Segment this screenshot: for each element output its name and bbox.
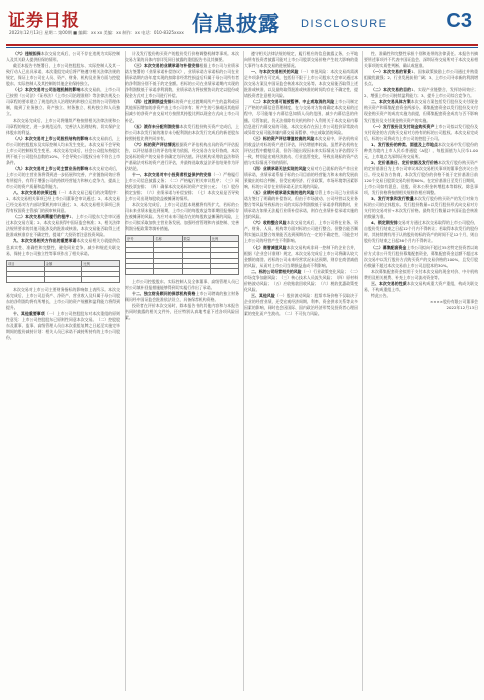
table-cell: 金额: [44, 260, 82, 266]
section-heading: （二）本次交易可能被暂停、中止或取消的风险: [251, 99, 335, 105]
section-heading: （七）商誉减值风险: [251, 244, 287, 250]
article-paragraph: [6, 311, 120, 341]
article-paragraph: [6, 190, 120, 214]
paragraph-text: 本次交易对上市公司主要财务指标的影响如上表所示。本次交易完成后，上市公司总资产、净资产、营业收入及归属于母公司股东的净利润均将有所增长，上市公司的资产规模和盈利能力将得到提升。: [6, 286, 120, 310]
table-cell: [182, 269, 210, 274]
table-cell: 项目: [7, 260, 45, 266]
table-cell: [7, 277, 45, 282]
table-cell: 比例: [82, 260, 120, 266]
paragraph-text: （一）股价波动风险：股票市场价格不仅取决于企业的经营业绩，还受宏观经济周期、利率、资金供求关系等众多因素的影响，同时也会因国际、国内政治经济形势及投资者心理因素的变化而产生波动。（二）不可抗力风险。: [244, 292, 358, 317]
section-heading: 4、锁定期安排: [371, 220, 398, 226]
section-heading: 十一、本次交易对中小投资者权益保护的安排: [132, 171, 212, 177]
article-paragraph: [364, 51, 478, 69]
table-cell: 比例: [210, 236, 238, 242]
article-paragraph: [125, 142, 239, 172]
article-paragraph: [125, 124, 239, 142]
paragraph-text: 本次交易完成后，上市公司总股本规模将有所扩大，若标的公司未来业绩未能达到预期，上市公司的每股收益等即期回报指标存在被摊薄的风险。为应对未来可能存在的每股收益摊薄的风险，上市公司拟采取加快主营业务发展、加强经营管理和内部控制、完善利润分配政策等填补措施。: [125, 202, 239, 232]
section-heading: （五）业绩补偿承诺实施的违约风险: [251, 190, 315, 196]
paragraph-text: 本次发行股份购买资产的发行对象为标的公司的全体股东。发行股份数量=以发行股份形式向交易对方支付的交易对价÷本次发行价格。最终发行数量以中国证监会核准的数量为准。: [364, 196, 478, 220]
paragraph-text: 本次交易构成非同一控制下的企业合并，根据《企业会计准则》规定，本次交易完成后上市公司将确认较大金额的商誉。若标的公司未来经营状况未达预期，则存在商誉减值的风险，从而对上市公司当期损益造成不利影响。: [244, 244, 358, 268]
article-paragraph: [6, 51, 120, 63]
paragraph-text: 1、上市公司股东大会审议通过本次交易方案；2、本次交易获得中国证监会核准；3、相关法律法规所要求的其他可能涉及的批准或核准。本次交易能否取得上述批准或核准存在不确定性，提请广大投资者注意投资风险。: [6, 214, 120, 238]
masthead: [6, 4, 478, 44]
article-paragraph: [244, 269, 358, 293]
article-paragraph: [364, 245, 478, 269]
article-paragraph: [244, 166, 358, 190]
article-paragraph: [364, 69, 478, 87]
section-heading: 二、本次交易具体方案: [371, 99, 411, 105]
article-paragraph: [6, 166, 120, 190]
paragraph-text: 性、准确性和完整性承担个别和连带的法律责任。本报告书摘要所述事项并不代表中国证监会、深圳证券交易所对于本次交易相关事项的实质性判断、确认或批准。: [364, 51, 478, 69]
paragraph-text: 本次交易方案包括发行股份及支付现金购买资产和募集配套资金两部分。募集配套资金以发行股份及支付现金购买资产的成功实施为前提，但募集配套资金成功与否不影响发行股份及支付现金购买资产的实施。: [364, 99, 478, 123]
paragraph-text: 本次交易完成后，上市公司将在业务、资产、财务、人员、机构等方面对标的公司进行整合。但整合能否顺利实施以及整合效果能否达到预期存在一定的不确定性，可能会对上市公司的经营产生不利影响。: [244, 220, 358, 244]
column-3: [244, 51, 358, 691]
article-paragraph: [244, 190, 358, 220]
paragraph-text: 上市公司控股股东、实际控制人及全体董事、高级管理人员已对公司填补回报措施能够得到切实履行作出了承诺。: [125, 278, 239, 290]
section-heading: （三）本次交易的业绩承诺与补偿安排: [132, 63, 200, 69]
section-heading: 八、本次交易的决策过程: [13, 190, 57, 196]
paragraph-text: 上市公司聘请的独立财务顾问经中国证监会批准依法设立，具备保荐机构资格。: [125, 290, 239, 302]
table-cell: [210, 269, 238, 274]
paragraph-text: 本次交易相关方就提供信息真实性、准确性和完整性，避免同业竞争，减少和规范关联交易，保持上市公司独立性等事项作出了相关承诺。: [6, 238, 120, 256]
table-cell: [44, 277, 82, 282]
section-heading: 十、其他重要事项: [13, 310, 45, 316]
paragraph-text: 标的资产在过渡期间所产生的盈利或因其他原因增加的净资产由上市公司享有；所产生的亏损或因其他原因减少的净资产由交易对方按照其持股比例以现金方式向上市公司补足。: [125, 99, 239, 123]
paragraph-text: 本次交易中，评估机构采用收益法对标的资产进行评估，评估增值率较高。虽然评估机构在评估过程中勤勉尽责，但仍可能出现因未来实际情况与评估假设不一致，特别是宏观经济波动、行业监管变化，导致出现标的资产估值与实际情况不符的情形。: [244, 135, 358, 165]
article-paragraph: [244, 51, 358, 69]
paragraph-text: 交易对方通过本次交易取得的上市公司股份，自股份发行结束之日起12个月内不得转让；若取得本次发行的股份时，其持续拥有用于认购股份的标的资产的时间不足12个月，则自股份发行结束之日起36个月内不得转让。: [364, 220, 478, 244]
table-row: [126, 269, 239, 274]
masthead-thin-rule: [6, 47, 478, 48]
paragraph-text: （一）上市公司控股股东对本次重组的原则性意见：上市公司控股股东已原则性同意本次交易。（二）控股股东及董事、监事、高级管理人员自本次重组复牌之日起至实施完毕期间的股份减持计划：相关人员已承诺不减持所持有的上市公司股份。: [6, 310, 120, 341]
article-paragraph: [125, 172, 239, 202]
section-heading: （一）发行股份及支付现金购买资产: [371, 123, 435, 129]
article-paragraph: [364, 220, 478, 244]
table-row: [7, 277, 120, 282]
paragraph-text: 根据上市公司与业绩承诺方签署的《业绩承诺补偿协议》，业绩承诺方承诺标的公司在业绩承诺期内各年度实现的扣除非经常性损益后归属于母公司所有者的净利润分别不低于约定金额。若标的公司在业绩承诺期内实现的净利润数低于承诺净利润数，业绩承诺方将按照协议约定以股份或现金方式对上市公司进行补偿。: [125, 63, 239, 99]
column-divider: [362, 51, 363, 691]
article-paragraph: [125, 303, 239, 321]
article-paragraph: [125, 291, 239, 303]
section-heading: （二）本次交易尚需履行的程序: [13, 214, 70, 220]
article-paragraph: [6, 214, 120, 238]
signature-company: ××××股份有限公司董事会: [429, 298, 478, 304]
paragraph-text: （一）本次交易已履行的决策程序：1、本次交易相关事项已经上市公司董事会审议通过；2、本次交易已经交易对方内部决策机构审议通过；3、本次交易相关事项已获得有权国资主管部门的预审核同意。: [6, 190, 120, 214]
section-heading: 九、本次交易相关方作出的重要承诺: [13, 238, 77, 244]
article-paragraph: [125, 279, 239, 291]
article-paragraph: [125, 51, 239, 63]
section-heading: （二）本次交易的目的: [371, 87, 412, 93]
article-paragraph: [125, 63, 239, 99]
paragraph-text: 本次交易中发行股份的种类为境内上市人民币普通股（A股），每股面值为人民币1.00元，上市地点为深圳证券交易所。: [364, 141, 478, 159]
article-paragraph: [364, 196, 478, 220]
article-paragraph: [6, 118, 120, 136]
data-table: [125, 235, 239, 274]
column-2: [125, 51, 239, 691]
article-paragraph: [6, 287, 120, 311]
paragraph-text: 上市公司拟以发行股份及支付现金的方式购买交易对方持有的标的公司股权。本次交易完成后，标的公司将成为上市公司的控股子公司。: [364, 123, 478, 141]
article-paragraph: [6, 63, 120, 87]
table-cell: [82, 277, 120, 282]
article-paragraph: [364, 99, 478, 123]
paragraph-text: （一）严格履行上市公司信息披露义务；（二）严格履行相关审议程序；（三）网络投票安排；（四）确保本次交易标的资产定价公允；（五）股份锁定安排；（六）业绩承诺与补偿安排；（七）本次交易是否导致上市公司出现每股收益被摊薄的情形。: [125, 171, 239, 202]
article-paragraph: [364, 124, 478, 142]
signature-date: 2022年12月13日: [446, 304, 478, 310]
article-paragraph: [244, 69, 358, 99]
paragraph-text: 本次交易完成后，公司不存在违规为实际控制人及其关联人提供担保的情形。: [6, 51, 120, 63]
page-number: C3: [446, 10, 472, 32]
article-paragraph: [364, 87, 478, 99]
section-heading: 一、与本次交易相关的风险: [251, 69, 299, 75]
column-4: [364, 51, 478, 691]
section-heading: （八）本次交易对上市公司股权结构的影响: [13, 135, 89, 141]
section-heading: （四）业绩承诺无法实现的风险: [251, 165, 307, 171]
section-heading: （一）本次交易的背景: [371, 69, 412, 75]
paragraph-text: 特此公告。: [371, 292, 391, 298]
section-heading: （六）违规担保: [13, 51, 41, 56]
section-heading: 十二、独立财务顾问的保荐机构资格: [132, 290, 196, 296]
paragraph-text: 本次交易完成后，上市公司将继续严格按照相关法律法规和公司章程的规定，进一步规范运作，完善法人治理结构，切实保护全体股东的利益。: [6, 117, 120, 135]
section-heading: 二、标的公司经营相关的风险: [251, 268, 302, 274]
section-heading: （五）滚存未分配利润安排: [132, 123, 180, 129]
paragraph-text: 本次交易前后，上市公司的控股股东及实际控制人均未发生变化，本次交易不会导致上市公司控制权发生变更。本次交易完成后，社会公众股东持股比例不低于公司股份总数的10%，不会导致公司股权分布不符合上市条件。: [6, 135, 120, 165]
section-heading: （六）收购整合风险: [251, 220, 287, 226]
paragraph-text: 根据资产评估机构出具的资产评估报告，以评估基准日的评估结果为依据，经交易各方友好协商，本次交易标的资产的交易作价确定为评估值。评估机构采用收益法和资产基础法对标的资产进行评估，并最终选取收益法评估结果作为评估结论。: [125, 141, 239, 171]
data-table: [6, 260, 120, 283]
paragraph-text: 尽管上市公司已与业绩承诺方签订了明确的补偿协议，但由于市场波动、公司经营以及业务整合等风险导致标的公司的实际净利润数低于承诺净利润数时，业绩承诺方如果无法履行业绩补偿承诺，则存在业绩补偿承诺实施的违约风险。: [244, 190, 358, 220]
section-title-english: DISCLOSURE: [301, 18, 388, 30]
section-heading: 1、发行股份的种类、面值及上市地点: [371, 141, 438, 147]
section-heading: 三、其他风险: [251, 292, 275, 298]
article-paragraph: [6, 136, 120, 166]
paragraph-text: 上市公司制定了严格的内幕信息管理制度，在与交易对方协商确定本次交易的过程中，尽可能缩小内幕信息知情人员的范围，减少内幕信息的传播。尽管如此，仍无法排除有关机构和个人利用关于本次交易内幕信息进行内幕交易的可能，本次交易存在因上市公司股价异常波动或异常交易可能涉嫌内幕交易而暂停、中止或取消的风险。: [244, 99, 358, 135]
paragraph-text: 1、实现产业链整合，发挥协同效应；2、增强上市公司持续盈利能力；3、提升上市公司综合竞争力。: [364, 87, 478, 99]
section-heading: （六）标的资产评估情况: [132, 141, 176, 147]
article-paragraph: [125, 99, 239, 123]
paragraph-text: 上市公司拟向不超过35名特定投资者以询价方式非公开发行股份募集配套资金，募集配套资金总额不超过本次交易中以发行股份方式购买资产的交易价格的100%，且发行股份数量不超过本次交易前上市公司总股本的30%。: [364, 244, 478, 268]
paragraph-text: 交易对方已就标的资产作出业绩承诺，业绩承诺系基于标的公司目前的经营能力和未来的发展前景做出的综合判断，但受宏观经济、行业政策、市场环境等因素影响，标的公司存在业绩承诺无法实现的风险。: [244, 165, 358, 190]
masthead-rule: [6, 44, 478, 46]
paragraph-text: （一）审批风险：本次交易尚需满足多项条件方可完成，包括但不限于上市公司股东大会审议通过本次交易方案及中国证监会核准本次交易等。本次交易能否取得上述批准或核准，以及最终取得批准或核准的时间均存在不确定性，提请投资者注意相关风险。: [244, 69, 358, 99]
section-heading: 2、定价基准日、定价依据及发行价格: [371, 159, 438, 165]
table-cell: 序号: [126, 236, 154, 242]
section-heading: （七）本次交易对公司治理机制的影响: [13, 87, 81, 93]
section-heading: （九）本次交易对上市公司主营业务的影响: [13, 165, 89, 171]
section-title: 信息披露: [192, 12, 280, 36]
article-paragraph: [244, 220, 358, 244]
article-paragraph: [364, 269, 478, 281]
paragraph-text: 本次交易完成后，上市公司的主营业务将得到进一步拓展和完善，产业链协同效应将有所提升，有利于增强公司的持续经营能力和核心竞争力，提高上市公司的资产质量和盈利能力。: [6, 165, 120, 190]
article-paragraph: [244, 99, 358, 135]
paragraph-text: 本次发行股份购买资产的定价基准日为上市公司审议本次交易相关事项的董事会决议公告日。经交易各方协商，本次发行股份的价格不低于定价基准日前120个交易日股票交易均价的80%。在定价基准日至发行日期间，上市公司如有派息、送股、资本公积金转增股本等除权、除息事项，发行价格将按照相关规则作相应调整。: [364, 159, 478, 196]
article-paragraph: [364, 281, 478, 293]
article-columns: [6, 51, 478, 691]
paragraph-text: 本次发行股份购买资产完成后，上市公司本次发行前的滚存未分配利润由本次发行完成后的新老股东按照持股比例共同享有。: [125, 123, 239, 141]
table-cell: [126, 269, 154, 274]
issue-info: 2022年12月13日 星期二 第00期 ■ 编辑：xx xx 美编：xx 制作：xx 电话：010-8325xxxx: [9, 30, 184, 35]
section-heading: （二）募集配套资金: [371, 244, 407, 250]
column-1: [6, 51, 120, 691]
article-paragraph: [6, 87, 120, 117]
paragraph-text: 截至本报告书签署日，上市公司控股股东、实际控制人及其一致行动人已出具承诺，本次重组完成后将严格遵守相关法律法规的规定，保证上市公司在人员、资产、财务、机构及业务方面与控股股东、实际控制人及其控制的其他企业保持独立。: [6, 63, 120, 87]
article-paragraph: [244, 245, 358, 269]
article-paragraph: [244, 136, 358, 166]
section-heading: 3、发行对象和发行数量: [371, 196, 414, 202]
article-paragraph: [244, 293, 358, 317]
table-cell: 名称: [154, 236, 182, 242]
paragraph-text: 1、国家政策鼓励上市公司通过并购重组做优做强；2、行业发展前景广阔；3、上市公司寻求新的利润增长点。: [364, 69, 478, 87]
article-paragraph: [364, 142, 478, 160]
paragraph-text: （一）行业政策变化风险；（二）市场竞争加剧风险；（三）核心技术人员流失风险；（四）原材料价格波动风险；（五）应收账款回收风险；（六）税收优惠政策变化风险。: [244, 268, 358, 292]
article-paragraph: [364, 160, 478, 196]
section-heading: 三、本次交易的性质: [371, 280, 407, 286]
article-paragraph: [125, 202, 239, 232]
paragraph-text: 计及发行股份购买资产的股份发行价格调整机制等事项。本次交易方案的具体内容详见同日披露的重组报告书及其摘要。: [125, 51, 239, 63]
table-cell: [154, 269, 182, 274]
newspaper-logo: 证券日报: [8, 11, 80, 31]
paragraph-text: 本次募集配套资金拟用于支付本次交易的现金对价、中介机构费用及相关税费、补充上市公司流动资金等。: [364, 268, 478, 280]
article-paragraph: [6, 238, 120, 256]
section-heading: （三）标的资产评估增值较高的风险: [251, 135, 315, 141]
paragraph-text: 投资者在评价本次交易时，除本报告书的其他内容和与本报告书同时披露的相关文件外，还应特别认真地考虑下述各项风险因素。: [125, 302, 239, 321]
section-heading: （四）过渡期损益安排: [132, 99, 172, 105]
table-cell: 数量: [182, 236, 210, 242]
paragraph-text: 本次交易前，上市公司已按照《公司法》《证券法》《上市公司治理准则》等法律法规及公司章程的要求建立了规范的法人治理结构和独立运营的公司管理体制，做到了业务独立、资产独立、财务独立、机构独立和人员独立。: [6, 87, 120, 117]
paragraph-text: 遵守相关法律法规的规定，履行相应的信息披露义务，公平地向所有投资者披露可能对上市公司股票交易价格产生较大影响的重大事件与本次交易的进展情况。: [244, 51, 358, 69]
paragraph-text: 本次交易构成重大资产重组，构成关联交易，不构成重组上市。: [364, 280, 478, 292]
